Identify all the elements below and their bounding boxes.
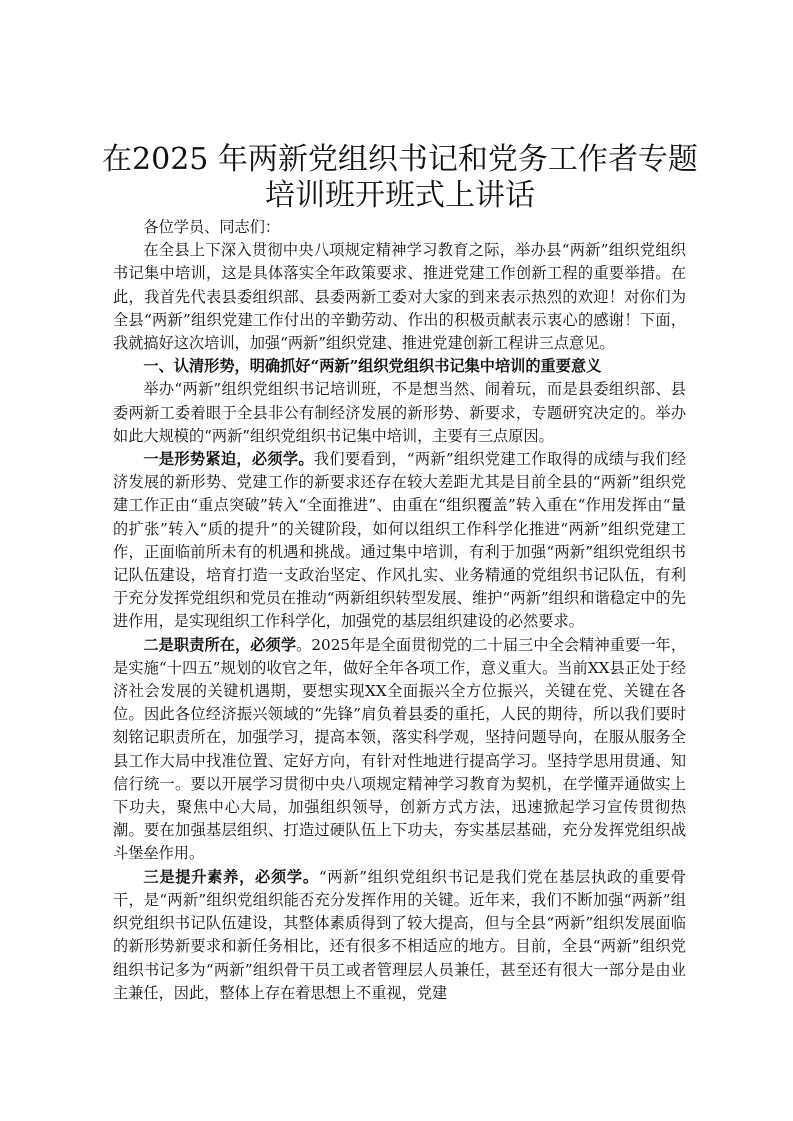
point-1-paragraph [113, 448, 686, 634]
point-3-paragraph [113, 866, 686, 1005]
point-3-text: “两新”组织党组织书记是我们党在基层执政的重要骨干，是“两新”组织党组织能否充分发挥作用的关键。近年来，我们不断加强“两新”组织党组织书记队伍建设，其整体素质得到了较大提高，但与全县“两新”组织发展面临的新形势新要求和新任务相比，还有很多不相适应的地方。目前，全县“两新”组织党组织书记多为“两新”组织骨干员工或者管理层人员兼任，甚至还有很大一部分是由业主兼任，因此，整体上存在着思想上不重视，党建 [113, 867, 687, 1002]
title-line-2: 培训班开班式上讲话 [265, 178, 535, 213]
point-1-text: 我们要看到，“两新”组织党建工作取得的成绩与我们经济发展的新形势、党建工作的新要求还存在较大差距尤其是目前全县的“两新”组织党建工作正由“重点突破”转入“全面推进”、由重在“组织覆盖”转入重在“作用发挥由“量的扩张”转入“质的提升”的关键阶段，如何以组织工作科学化推进“两新”组织党建工作，正面临前所未有的机遇和挑战。通过集中培训，有利于加强“两新”组织党组织书记队伍建设，培育打造一支政治坚定、作风扎实、业务精通的党组织书记队伍，有利于充分发挥党组织和党员在推动“两新组织转型发展、维护“两新”组织和谐稳定中的先进作用，是实现组织工作科学化，加强党的基层组织建设的必然要求。 [113, 450, 687, 631]
point-2-lead: 二是职责所在，必须学 [143, 635, 297, 654]
document-title [100, 142, 700, 214]
document-body [113, 216, 686, 1005]
intro-paragraph: 在全县上下深入贯彻中央八项规定精神学习教育之际，举办县“两新”组织党组织书记集中培训，这是具体落实全年政策要求、推进党建工作创新工程的重要举措。在此，我首先代表县委组织部、县委两新工委对大家的到来表示热烈的欢迎！对你们为全县“两新”组织党建工作付出的辛勤劳动、作出的积极贡献表示衷心的感谢！下面，我就搞好这次培训，加强“两新”组织党建、推进党建创新工程讲三点意见。 [113, 241, 686, 353]
point-3-lead: 三是提升素养，必须学。 [143, 867, 319, 886]
section-1-heading: 一、认清形势，明确抓好“两新”组织党组织书记集中培训的重要意义 [143, 357, 602, 376]
salutation: 各位学员、同志们： [143, 218, 281, 236]
point-2-text: 。2025年是全面贯彻党的二十届三中全会精神重要一年，是实施“十四五”规划的收官之年，做好全年各项工作，意义重大。当前XX县正处于经济社会发展的关键机遇期，要想实现XX全面振兴全方位振兴，关键在党、关键在各位。因此各位经济振兴领域的“先锋”肩负着县委的重托，人民的期待，所以我们要时刻铭记职责所在，加强学习，提高本领，落实科学观，坚持问题导向，在服从服务全县工作大局中找准位置、定好方向，有针对性地进行提高学习。坚持学思用贯通、知信行统一。要以开展学习贯彻中央八项规定精神学习教育为契机，在学懂弄通做实上下功夫，聚焦中心大局，加强组织领导，创新方式方法，迅速掀起学习宣传贯彻热潮。要在加强基层组织、打造过硬队伍上下功夫，夯实基层基础，充分发挥党组织战斗堡垒作用。 [113, 635, 687, 863]
point-1-lead: 一是形势紧迫，必须学。 [143, 450, 314, 469]
point-2-paragraph [113, 634, 686, 866]
title-line-1: 在2025 年两新党组织书记和党务工作者专题 [102, 142, 698, 177]
section-1-intro: 举办“两新”组织党组织书记培训班，不是想当然、闹着玩，而是县委组织部、县委两新工委着眼于全县非公有制经济发展的新形势、新要求，专题研究决定的。举办如此大规模的“两新”组织党组织书记集中培训，主要有三点原因。 [113, 380, 686, 445]
